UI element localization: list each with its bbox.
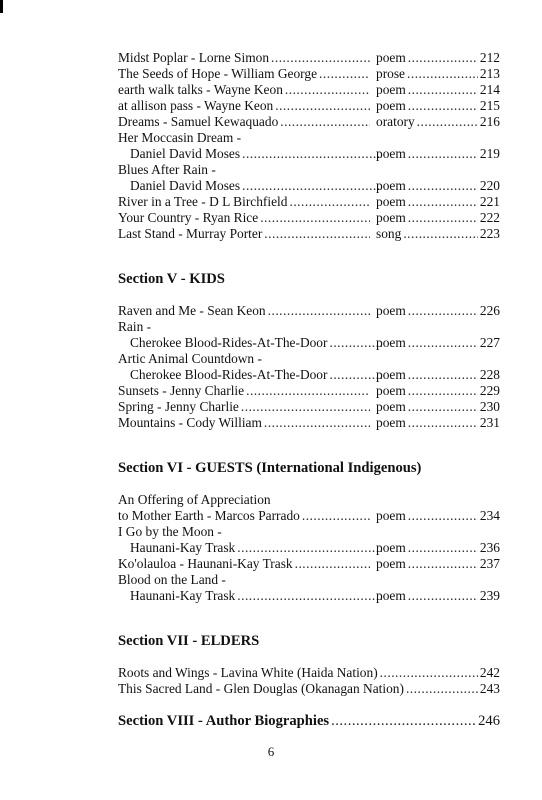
entry-page: 220 bbox=[479, 178, 500, 193]
entry-type: poem bbox=[376, 98, 406, 113]
entry-page: 227 bbox=[479, 335, 500, 350]
entry-title: Cherokee Blood-Rides-At-The-Door bbox=[130, 367, 328, 382]
entry-page: 219 bbox=[479, 146, 500, 161]
entry-type: poem bbox=[376, 383, 406, 398]
leader-dots bbox=[264, 226, 370, 242]
entry-type: poem bbox=[376, 415, 406, 430]
entry-title: Roots and Wings - Lavina White (Haida Nation) bbox=[118, 665, 378, 680]
leader-dots bbox=[408, 82, 478, 98]
entry-page: 229 bbox=[479, 383, 500, 398]
section-heading: Section VIII - Author Biographies bbox=[118, 713, 330, 729]
leader-dots bbox=[302, 508, 370, 524]
entry-title: Haunani-Kay Trask bbox=[130, 540, 236, 555]
toc-entry bbox=[118, 146, 500, 162]
toc-entry bbox=[118, 383, 500, 399]
leader-dots bbox=[408, 588, 478, 604]
entry-type: prose bbox=[376, 66, 406, 81]
entry-title: Sunsets - Jenny Charlie bbox=[118, 383, 245, 398]
entry-title: The Seeds of Hope - William George bbox=[118, 66, 318, 81]
entry-type: song bbox=[376, 226, 402, 241]
leader-dots bbox=[380, 665, 478, 681]
entry-page: 239 bbox=[479, 588, 500, 603]
table-of-contents bbox=[118, 50, 500, 730]
leader-dots bbox=[268, 303, 370, 319]
entry-page: 213 bbox=[479, 66, 500, 81]
entry-type: poem bbox=[376, 303, 406, 318]
leader-dots bbox=[242, 146, 382, 162]
leader-dots bbox=[275, 98, 370, 114]
toc-entry bbox=[118, 556, 500, 572]
leader-dots bbox=[241, 399, 370, 415]
leader-dots bbox=[406, 681, 478, 697]
section-heading: Section VII - ELDERS bbox=[118, 633, 260, 649]
entry-title: Cherokee Blood-Rides-At-The-Door bbox=[130, 335, 328, 350]
entry-title: Last Stand - Murray Porter bbox=[118, 226, 263, 241]
toc-entry bbox=[118, 98, 500, 114]
entry-page: 230 bbox=[479, 399, 500, 414]
leader-dots bbox=[408, 540, 478, 556]
section-heading: Section V - KIDS bbox=[118, 271, 225, 287]
leader-dots bbox=[408, 146, 478, 162]
toc-entry bbox=[118, 415, 500, 431]
entry-title: Haunani-Kay Trask bbox=[130, 588, 236, 603]
entry-type: poem bbox=[376, 588, 406, 603]
entry-title: Dreams - Samuel Kewaquado bbox=[118, 114, 279, 129]
toc-entry bbox=[118, 588, 500, 604]
entry-title-top: Blood on the Land - bbox=[118, 572, 226, 587]
leader-dots bbox=[408, 335, 478, 351]
entry-type: poem bbox=[376, 210, 406, 225]
entry-type: poem bbox=[376, 399, 406, 414]
entry-page: 234 bbox=[479, 508, 500, 523]
entry-page: 231 bbox=[479, 415, 500, 430]
entry-title: Spring - Jenny Charlie bbox=[118, 399, 239, 414]
toc-entry bbox=[118, 178, 500, 194]
leader-dots bbox=[408, 194, 478, 210]
entry-page: 223 bbox=[479, 226, 500, 241]
leader-dots bbox=[408, 98, 478, 114]
leader-dots bbox=[260, 210, 370, 226]
entry-title-top: Artic Animal Countdown - bbox=[118, 351, 262, 366]
leader-dots bbox=[237, 540, 382, 556]
leader-dots bbox=[271, 50, 370, 66]
toc-entry bbox=[118, 82, 500, 98]
entry-page: 242 bbox=[479, 665, 500, 680]
toc-entry bbox=[118, 681, 500, 697]
leader-dots bbox=[280, 114, 370, 130]
entry-title: This Sacred Land - Glen Douglas (Okanagan Nation) bbox=[118, 681, 404, 696]
leader-dots bbox=[408, 303, 478, 319]
toc-entry bbox=[118, 712, 500, 730]
entry-title: at allison pass - Wayne Keon bbox=[118, 98, 274, 113]
leader-dots bbox=[408, 178, 478, 194]
page-number: 6 bbox=[267, 744, 275, 759]
leader-dots bbox=[331, 712, 476, 730]
leader-dots bbox=[408, 50, 478, 66]
toc-entry bbox=[118, 66, 500, 82]
leader-dots bbox=[295, 556, 370, 572]
entry-page: 214 bbox=[479, 82, 500, 97]
entry-title-top: Blues After Rain - bbox=[118, 162, 216, 177]
leader-dots bbox=[329, 367, 382, 383]
leader-dots bbox=[408, 399, 478, 415]
entry-title: to Mother Earth - Marcos Parrado bbox=[118, 508, 300, 523]
leader-dots bbox=[408, 508, 478, 524]
entry-title: Ko'olauloa - Haunani-Kay Trask bbox=[118, 556, 293, 571]
toc-entry bbox=[118, 508, 500, 524]
entry-type: poem bbox=[376, 556, 406, 571]
entry-type: poem bbox=[376, 367, 406, 382]
entry-title: earth walk talks - Wayne Keon bbox=[118, 82, 283, 97]
entry-title-top: Rain - bbox=[118, 319, 152, 334]
entry-page: 226 bbox=[479, 303, 500, 318]
entry-type: poem bbox=[376, 82, 406, 97]
toc-entry bbox=[118, 226, 500, 242]
entry-type: poem bbox=[376, 50, 406, 65]
entry-type: oratory bbox=[376, 114, 415, 129]
leader-dots bbox=[289, 194, 370, 210]
leader-dots bbox=[417, 114, 478, 130]
entry-title-top: I Go by the Moon - bbox=[118, 524, 222, 539]
toc-entry bbox=[118, 665, 500, 681]
leader-dots bbox=[408, 210, 478, 226]
leader-dots bbox=[329, 335, 382, 351]
entry-page: 215 bbox=[479, 98, 500, 113]
toc-entry bbox=[118, 303, 500, 319]
leader-dots bbox=[237, 588, 382, 604]
entry-title-top: Her Moccasin Dream - bbox=[118, 130, 242, 145]
leader-dots bbox=[407, 66, 478, 82]
entry-title: Daniel David Moses bbox=[130, 146, 241, 161]
entry-title: Midst Poplar - Lorne Simon bbox=[118, 50, 270, 65]
entry-page: 212 bbox=[479, 50, 500, 65]
toc-entry bbox=[118, 367, 500, 383]
leader-dots bbox=[408, 415, 478, 431]
section-heading: Section VI - GUESTS (International Indigenous) bbox=[118, 460, 422, 476]
leader-dots bbox=[408, 556, 478, 572]
toc-entry bbox=[118, 540, 500, 556]
entry-title: Raven and Me - Sean Keon bbox=[118, 303, 266, 318]
leader-dots bbox=[242, 178, 382, 194]
scan-edge-mark bbox=[0, 0, 3, 13]
entry-page: 243 bbox=[479, 681, 500, 696]
entry-page: 237 bbox=[479, 556, 500, 571]
leader-dots bbox=[408, 383, 478, 399]
leader-dots bbox=[319, 66, 370, 82]
entry-title: Your Country - Ryan Rice bbox=[118, 210, 259, 225]
entry-type: poem bbox=[376, 508, 406, 523]
entry-page: 222 bbox=[479, 210, 500, 225]
entry-page: 216 bbox=[479, 114, 500, 129]
entry-page: 221 bbox=[479, 194, 500, 209]
toc-entry bbox=[118, 114, 500, 130]
entry-page: 246 bbox=[478, 713, 500, 729]
toc-entry bbox=[118, 335, 500, 351]
entry-title: River in a Tree - D L Birchfield bbox=[118, 194, 288, 209]
toc-entry bbox=[118, 399, 500, 415]
toc-entry bbox=[118, 194, 500, 210]
toc-entry bbox=[118, 50, 500, 66]
entry-type: poem bbox=[376, 335, 406, 350]
entry-title: Mountains - Cody William bbox=[118, 415, 262, 430]
toc-entry bbox=[118, 210, 500, 226]
leader-dots bbox=[246, 383, 370, 399]
entry-title: Daniel David Moses bbox=[130, 178, 241, 193]
leader-dots bbox=[285, 82, 370, 98]
entry-type: poem bbox=[376, 194, 406, 209]
entry-type: poem bbox=[376, 540, 406, 555]
entry-page: 236 bbox=[479, 540, 500, 555]
entry-type: poem bbox=[376, 146, 406, 161]
entry-page: 228 bbox=[479, 367, 500, 382]
leader-dots bbox=[264, 415, 370, 431]
entry-type: poem bbox=[376, 178, 406, 193]
entry-title-top: An Offering of Appreciation bbox=[118, 492, 271, 507]
leader-dots bbox=[403, 226, 478, 242]
leader-dots bbox=[408, 367, 478, 383]
